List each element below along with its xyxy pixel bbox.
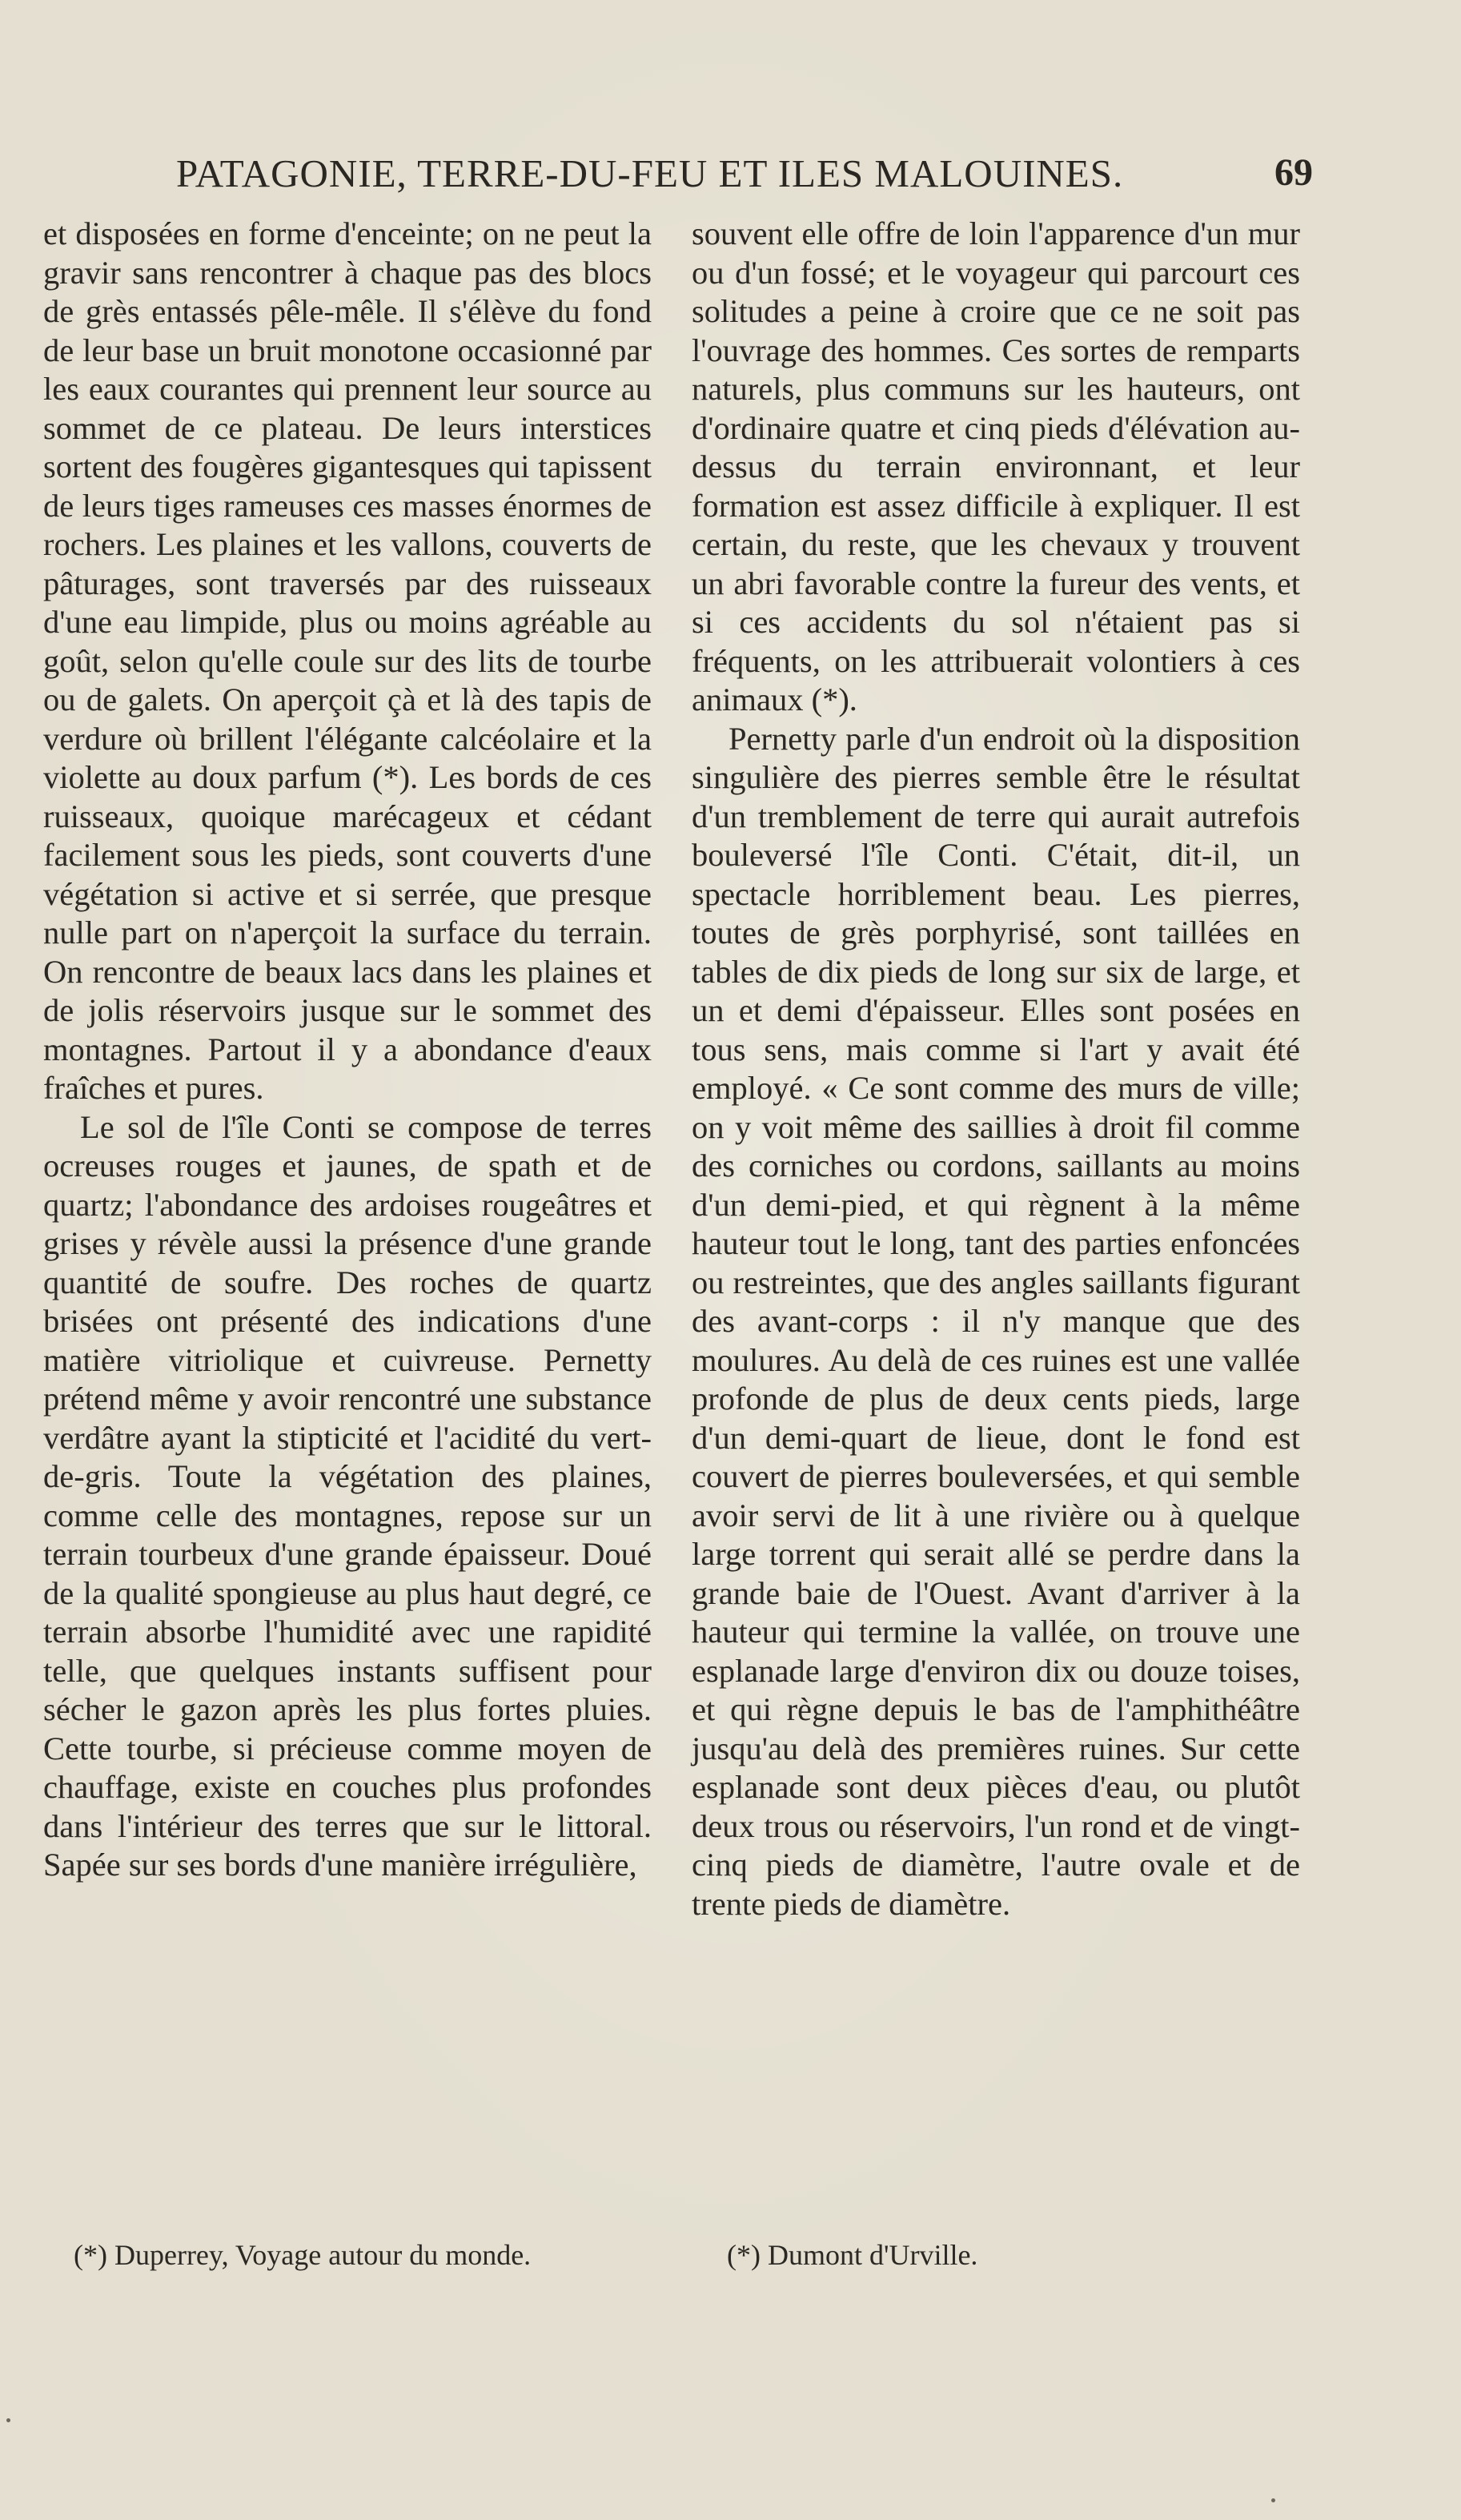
footnote-left: (*) Duperrey, Voyage autour du monde.: [74, 2239, 532, 2271]
right-column: [692, 215, 1300, 2192]
page-number: 69: [1274, 151, 1313, 194]
left-paragraph-1: et disposées en forme d'enceinte; on ne peut la gravir sans rencontrer à chaque pas des blocs de grès entassés pêle-mêle. Il s'élève du fond de leur base un bruit monotone occasionné par les eaux courantes qui prennent leur source au sommet de ce plateau. De leurs interstices sortent des fougères gigantesques qui tapissent de leurs tiges rameuses ces masses énormes de rochers. Les plaines et les vallons, couverts de pâturages, sont traversés par des ruisseaux d'une eau limpide, plus ou moins agréable au goût, selon qu'elle coule sur des lits de tourbe ou de galets. On aperçoit çà et là des tapis de verdure où brillent l'élégante calcéolaire et la violette au doux parfum (*). Les bords de ces ruisseaux, quoique marécageux et cédant facilement sous les pieds, sont couverts d'une végétation si active et si serrée, que presque nulle part on n'aperçoit la surface du terrain. On rencontre de beaux lacs dans les plaines et de jolis réservoirs jusque sur le sommet des montagnes. Partout il y a abondance d'eaux fraîches et pures.: [43, 215, 652, 1106]
paper-speck: [1271, 2498, 1275, 2502]
footnote-right: (*) Dumont d'Urville.: [727, 2239, 978, 2271]
right-paragraph-1: souvent elle offre de loin l'apparence d'un mur ou d'un fossé; et le voyageur qui parcourt ces solitudes a peine à croire que ce ne soit pas l'ouvrage des hommes. Ces sortes de remparts naturels, plus communs sur les hauteurs, ont d'ordinaire quatre et cinq pieds d'élévation au-dessus du terrain environnant, et leur formation est assez difficile à expliquer. Il est certain, du reste, que les chevaux y trouvent un abri favorable contre la fureur des vents, et si ces accidents du sol n'étaient pas si fréquents, on les attribuerait volontiers à ces animaux (*).: [692, 215, 1300, 717]
left-column: [43, 215, 652, 2192]
left-paragraph-2: Le sol de l'île Conti se compose de terres ocreuses rouges et jaunes, de spath et de quartz; l'abondance des ardoises rougeâtres et grises y révèle aussi la présence d'une grande quantité de soufre. Des roches de quartz brisées ont présenté des indications d'une matière vitriolique et cuivreuse. Pernetty prétend même y avoir rencontré une substance verdâtre ayant la stipticité et l'acidité du vert-de-gris. Toute la végétation des plaines, comme celle des montagnes, repose sur un terrain tourbeux d'une grande épaisseur. Doué de la qualité spongieuse au plus haut degré, ce terrain absorbe l'humidité avec une rapidité telle, que quelques instants suffisent pour sécher le gazon après les plus fortes pluies. Cette tourbe, si précieuse comme moyen de chauffage, existe en couches plus profondes dans l'intérieur des terres que sur le littoral. Sapée sur ses bords d'une manière irrégulière,: [43, 1108, 652, 1883]
paper-speck: [6, 2418, 10, 2422]
page-header: [176, 151, 1313, 199]
right-paragraph-2: Pernetty parle d'un endroit où la disposition singulière des pierres semble être le résultat d'un tremblement de terre qui aurait autrefois bouleversé l'île Conti. C'était, dit-il, un spectacle horriblement beau. Les pierres, toutes de grès porphyrisé, sont taillées en tables de dix pieds de long sur six de large, et un et demi d'épaisseur. Elles sont posées en tous sens, mais comme si l'art y avait été employé. « Ce sont comme des murs de ville; on y voit même des saillies à droit fil comme des corniches ou cordons, saillants au moins d'un demi-pied, et qui règnent à la même hauteur tout le long, tant des parties enfoncées ou restreintes, que des angles saillants figurant des avant-corps : il n'y manque que des moulures. Au delà de ces ruines est une vallée profonde de plus de deux cents pieds, large d'un demi-quart de lieue, dont le fond est couvert de pierres bouleversées, et qui semble avoir servi de lit à une rivière ou à quelque large torrent qui serait allé se perdre dans la grande baie de l'Ouest. Avant d'arriver à la hauteur qui termine la vallée, on trouve une esplanade large d'environ dix ou douze toises, et qui règne depuis le bas de l'amphithéâtre jusqu'au delà des premières ruines. Sur cette esplanade sont deux pièces d'eau, ou plutôt deux trous ou réservoirs, l'un rond et de vingt-cinq pieds de diamètre, l'autre ovale et de trente pieds de diamètre.: [692, 720, 1300, 1922]
running-title: PATAGONIE, TERRE-DU-FEU ET ILES MALOUINES.: [176, 151, 1124, 195]
